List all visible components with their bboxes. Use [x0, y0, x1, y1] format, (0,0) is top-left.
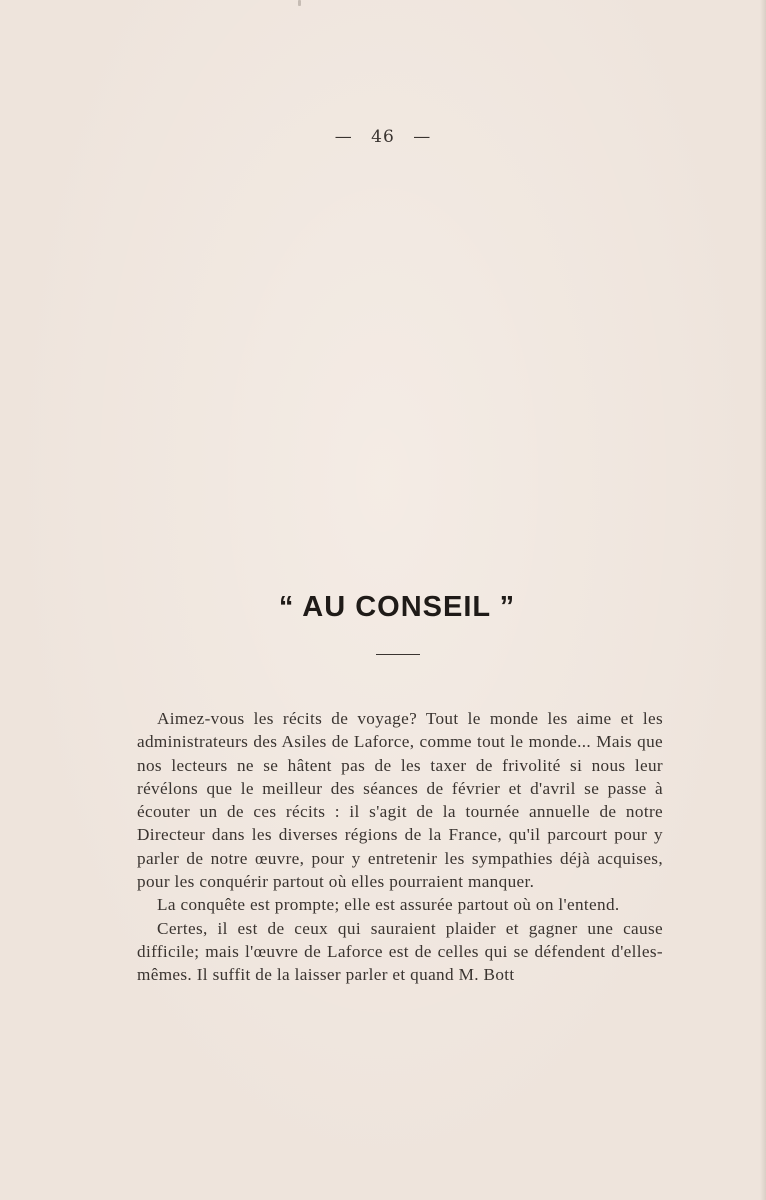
- paragraph-1: Aimez-vous les récits de voyage? Tout le monde les aime et les administrateurs des Asiles de Laforce, comme tout le monde... Mais que nos lecteurs ne se hâtent pas de les taxer de frivolité si nous leur révélons que le meilleur des séances de février et d'avril se passe à écouter un de ces récits : il s'agit de la tournée annuelle de notre Directeur dans les diverses régions de la France, qu'il parcourt pour y parler de notre œuvre, pour y entretenir les sympathies déjà acquises, pour les conquérir partout où elles pourraient manquer.: [137, 709, 663, 892]
- chapter-title: “ AU CONSEIL ”: [278, 591, 516, 623]
- title-divider: [376, 654, 420, 655]
- paragraph-2: La conquête est prompte; elle est assurée partout où on l'entend.: [157, 895, 620, 915]
- paragraph-3: Certes, il est de ceux qui sauraient plaider et gagner une cause difficile; mais l'œuvre de Laforce est de celles qui se défendent d'elles-mêmes. Il suffit de la laisser parler et quand M. Bott: [137, 918, 663, 985]
- page-number: — 46 —: [334, 127, 432, 147]
- body-text: [137, 707, 663, 987]
- paper-mark: [298, 0, 301, 6]
